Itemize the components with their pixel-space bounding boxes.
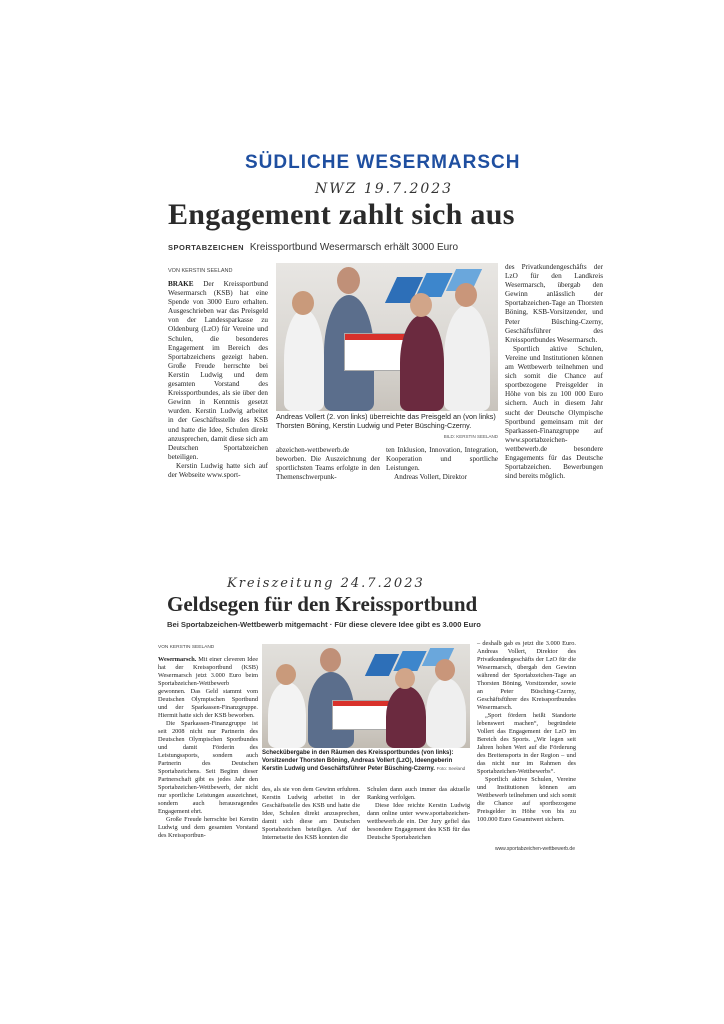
article-column-2b: [367, 786, 470, 842]
caption-text: Andreas Vollert (2. von links) überreichte das Preisgeld an (von links) Thorsten Böning, Kerstin Ludwig und Peter Büsching-Czerny.: [276, 412, 496, 430]
photo-check-handover: [276, 263, 498, 411]
article-column-3: [505, 263, 603, 481]
col2b-text: Schulen dann auch immer das aktuelle Ranking verfolgen.: [367, 786, 470, 801]
photo-check-handover: [262, 644, 470, 748]
handwritten-date: Kreiszeitung 24.7.2023: [227, 576, 425, 591]
col1-text-c: Große Freude herrschte bei Kerstin Ludwig und dem gesamten Vorstand des Kreissportbun-: [158, 816, 258, 839]
col3-text: – deshalb gab es jetzt die 3.000 Euro. Andreas Vollert, Direktor des Privatkundengeschäfts der LzO für die Wesermarsch, übergab den Gewinn während der Sportabzeichen-Tage an Thorsten Böning, Vorsitzender, sowie an Peter Büsching-Czerny, Geschäftsführer des Kreissportbundes Wesermarsch.: [477, 640, 576, 711]
headline: Engagement zahlt sich aus: [168, 198, 515, 231]
photo-credit: Foto: Seeland: [436, 766, 466, 772]
byline: VON KERSTIN SEELAND: [158, 645, 215, 650]
handwritten-date: NWZ 19.7.2023: [315, 181, 454, 197]
col1-text: Mit einer cleveren Idee hat der Kreissportbund (KSB) Wesermarsch jetzt 3.000 Euro beim Sportabzeichen-Wettbewerb gewonnen. Das Geld stammt vom Deutschen Olympischen Sportbund und der Sparkassen-Finanzgruppe. Hiermit hatte sich der KSB beworben.: [158, 656, 258, 719]
col2b-text-b: Diese Idee reichte Kerstin Ludwig dann online unter www.sportabzeichen-wettbewerb.de ein. Der Jury gefiel das besondere Engagement des KSB für das Deutsche Sportabzeichen: [367, 802, 470, 841]
subhead: Bei Sportabzeichen-Wettbewerb mitgemacht · Für diese clevere Idee gibt es 3.000 Euro: [167, 620, 481, 629]
col3-text-b: „Sport fördern heißt Standorte lebenswert machen“, begründete Vollert das Engagement der LzO im Bereich des Sports. „Wir legen seit Jahren hohen Wert auf die Förderung des Breitensports in der Region – und das nicht nur im Rahmen des Sportabzeichen-Wettbewerbs“.: [477, 712, 576, 775]
section-title: SÜDLICHE WESERMARSCH: [245, 152, 521, 173]
col3-text-c: Sportlich aktive Schulen, Vereine und Institutionen können am Wettbewerb teilnehmen und sich somit die Chance auf sportbezogene Preisgelder in Höhe von bis zu 100.000 Euro Gesamtwert sichern.: [477, 776, 576, 823]
photo-caption: [276, 413, 498, 441]
article-column-2a: des, als sie von dem Gewinn erfuhren. Kerstin Ludwig arbeitet in der Geschäftsstelle des KSB und hatte die Idee, Schulen direkt anzusprechen, damit sich diese am Deutschen Sportabzeichen beteiligen. Auf der Internetseite des KSB konnten die: [262, 786, 360, 841]
dateline: Wesermarsch.: [158, 656, 197, 663]
headline: Geldsegen für den Kreissportbund: [167, 592, 478, 616]
subhead-text: Kreissportbund Wesermarsch erhält 3000 Euro: [249, 242, 459, 253]
col3-text: des Privatkundengeschäfts der LzO für den Landkreis Wesermarsch, übergab den Gewinn anlässlich der Sportabzeichen-Tage an Thorsten Böning, KSB-Vorsitzender, und Peter Büsching-Czerny, Geschäftsführer des Kreissportbundes Wesermarsch.: [505, 263, 603, 344]
article-column-3: [477, 640, 576, 824]
col2b-text-b: Andreas Vollert, Direktor: [394, 473, 467, 482]
subhead: [168, 242, 458, 253]
article-column-2b: [386, 446, 498, 482]
caption-text: Scheckübergabe in den Räumen des Kreissportbundes (von links): Vorsitzender Thorsten Böning, Andreas Vollert (LzO), Ideengeberin Kerstin Ludwig und Geschäftsführer Peter Büsching-Czerny.: [262, 750, 454, 773]
article-column-1: [168, 280, 268, 480]
article-column-1: [158, 656, 258, 840]
clipping-kreiszeitung: [155, 570, 580, 860]
col3-text-b: Sportlich aktive Schulen, Vereine und Institutionen können am Wettbewerb teilnehmen und sich somit die Chance auf sportbezogene Preisgelder in Höhe von bis zu 100 000 Euro sichern. Auch in diesem Jahr sucht der Deutsche Olympische Sportbund gemeinsam mit der Sparkassen-Finanzgruppe auf www.sportabzeichen-wettbewerb.de besondere Engagements für das Deutsche Sportabzeichen. Bewerbungen sind bereits möglich.: [505, 344, 603, 481]
photo-credit: BILD: KERSTIN SEELAND: [443, 433, 498, 439]
article-column-2a: abzeichen-wettbewerb.de beworben. Die Auszeichnung der sportlichsten Teams erfolgte in den Themenschwerpunk-: [276, 446, 380, 482]
col1-text-b: Kerstin Ludwig hatte sich auf der Webseite www.sport-: [168, 461, 268, 479]
col2b-text: ten Inklusion, Innovation, Integration, Kooperation und sportliche Leistungen.: [386, 446, 498, 473]
col1-text: Der Kreissportbund Wesermarsch (KSB) hat eine Spende von 3000 Euro erhalten. Ausgeschrieben war das Preisgeld von der Landessparkasse zu Oldenburg (LzO) für Vereine und Schulen, die besonderes Engagement im Bereich des Sportabzeichens gezeigt haben. Große Freude herrschte bei Kerstin Ludwig und dem gesamten Vorstand des Kreissportbundes, als sie über den Gewinn in Kenntnis gesetzt wurden. Kerstin Ludwig arbeitet in der Geschäftsstelle des KSB und hatte die Idee, Schulen direkt anzusprechen, damit diese sich am Deutschen Sportabzeichen beteiligen.: [168, 280, 268, 461]
col1-text-b: Die Sparkassen-Finanzgruppe ist seit 2008 nicht nur Partnerin des Deutschen Olympischen Sportbundes und damit Förderin des Leistungssports, sondern auch Partnerin des Deutschen Sportabzeichens. Seit Beginn dieser Partnerschaft gibt es jedes Jahr den Sportabzeichen-Wettbewerb, der nicht nur sportliche Leistungen auszeichnet, sondern auch herausragendes Engagement ehrt.: [158, 720, 258, 815]
photo-caption: [262, 750, 470, 774]
clipping-nwz: [160, 150, 605, 485]
dateline: BRAKE: [168, 280, 194, 288]
footer-url: www.sportabzeichen-wettbewerb.de: [494, 846, 575, 852]
byline: VON KERSTIN SEELAND: [168, 268, 233, 274]
kicker: SPORTABZEICHEN: [168, 243, 245, 252]
